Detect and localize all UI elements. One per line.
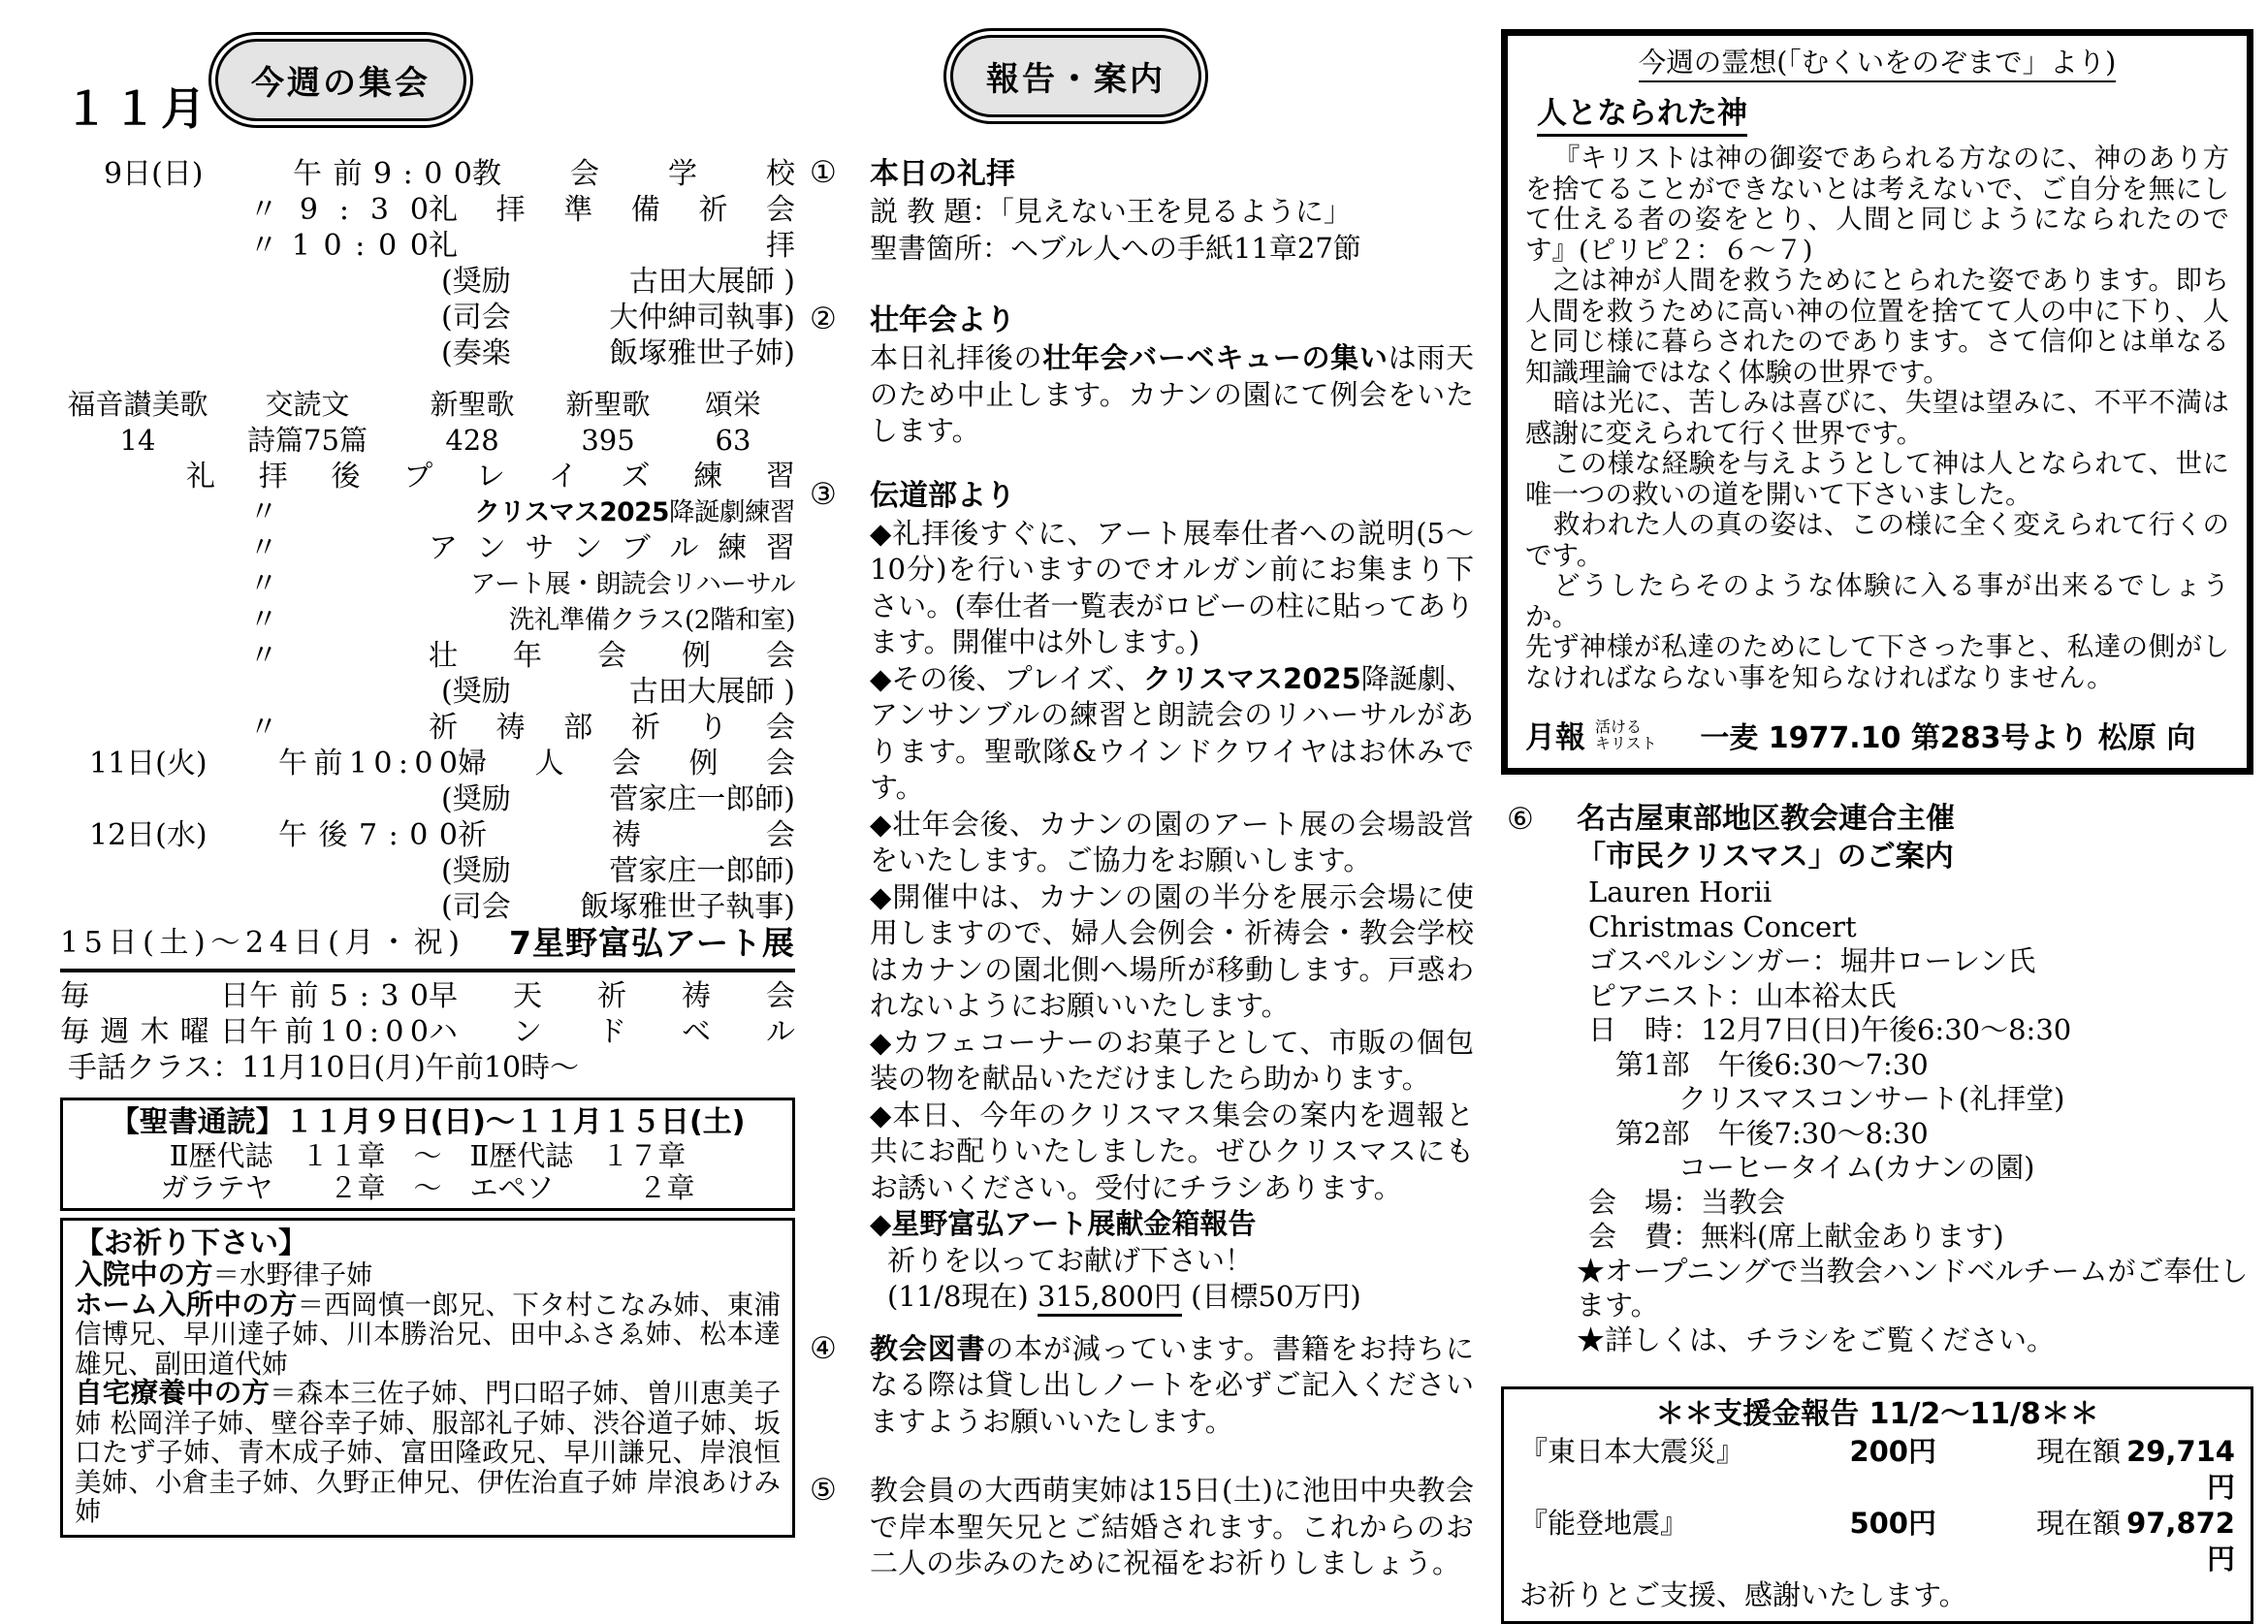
- support-fund-footer: お祈りとご支援、感謝いたします。: [1519, 1578, 1967, 1611]
- hymn-header: 頌栄: [704, 388, 761, 421]
- venue-line: 会 場：当教会: [1588, 1185, 1786, 1219]
- bullet-paragraph: ◆開催中は、カナンの園の半分を展示会場に使用しますので、婦人会例会・祈祷会・教会学校はカナンの園北側へ場所が移動します。戸惑われないようにお願いいたします。: [870, 879, 1474, 1022]
- meditation-subtitle: 人となられた神: [1537, 88, 1747, 137]
- item-number: ③: [810, 476, 837, 512]
- schedule-note: [441, 853, 795, 889]
- schedule-event: 婦 人 会 例 会: [458, 747, 795, 780]
- prayer-category: 入院中の方: [75, 1258, 213, 1290]
- fee-line: 会 費：無料(席上献金あります): [1588, 1220, 2004, 1253]
- christmas-2025-bold: クリスマス2025: [1142, 661, 1361, 695]
- note-role: (司会: [441, 301, 511, 334]
- schedule-time: 〃 1 0 : 0 0: [249, 229, 429, 263]
- schedule-event: ア ン サ ン ブ ル 練 習: [429, 531, 795, 565]
- schedule-note: [441, 300, 795, 335]
- schedule-time: 午 前 1 0 : 0 0: [278, 747, 458, 780]
- sermon-title-line: 説 教 題：「見えない王を見るように」: [870, 195, 1352, 228]
- schedule-row: [60, 817, 795, 853]
- report-item-5: [810, 1473, 1474, 1582]
- pianist-line: ピアニスト：山本裕太氏: [1588, 978, 1897, 1012]
- right-column: [1501, 29, 2253, 1624]
- schedule-event: [460, 925, 795, 961]
- schedule-event: アート展・朗読会リハーサル: [469, 569, 795, 599]
- bullet-paragraph: ◆カフェコーナーのお菓子として、市販の個包装の物を献品いただけましたら助かります。: [870, 1025, 1474, 1095]
- report-item-2: [810, 302, 1474, 450]
- item-title: 壮年会より: [870, 303, 1015, 337]
- sign-language-class: 手話クラス：11月10日(月)午前10時～: [68, 1051, 580, 1085]
- fund-amount: 200円: [1849, 1435, 1936, 1468]
- schedule-event: 礼 拝 準 備 祈 会: [429, 193, 795, 227]
- weekly-meetings-badge: 今週の集会: [215, 39, 466, 121]
- prayer-names: ＝水野律子姉: [212, 1259, 373, 1290]
- schedule-event: 教 会 学 校: [472, 157, 795, 191]
- part1-line: 第1部 午後6:30～7:30: [1615, 1047, 1929, 1081]
- prayer-box-title: 【お祈り下さい】: [75, 1226, 307, 1260]
- report-item-3: [810, 477, 1474, 1316]
- schedule-date: 12日(水): [89, 818, 208, 852]
- prayer-request-box: [60, 1218, 795, 1538]
- part2-detail: コーヒータイム(カナンの園): [1678, 1151, 2035, 1184]
- item-title-line2: 「市民クリスマス」のご案内: [1577, 840, 1954, 874]
- fund-balance-label: 現在額: [2035, 1507, 2121, 1540]
- middle-column: [810, 35, 1474, 1582]
- item-number: ④: [810, 1330, 837, 1366]
- schedule-event: 礼 拝: [429, 229, 795, 263]
- donation-report-title: ◆星野富弘アート展献金箱報告: [870, 1207, 1257, 1240]
- note-person: 菅家庄一郎師): [609, 782, 795, 816]
- living-christ-stack: 活ける キリスト: [1595, 716, 1657, 752]
- meditation-source: 一麦 1977.10 第283号より 松原 向: [1700, 720, 2196, 755]
- schedule-row: [60, 156, 795, 192]
- fund-balance-value: 29,714円: [2126, 1435, 2235, 1504]
- schedule-date-range: 1 5 日 ( 土 ) ～ 2 4 日 ( 月 ・ 祝 ): [60, 926, 460, 960]
- schedule-row: [60, 710, 795, 746]
- schedule-time: 午 前 9 : 0 0: [293, 157, 472, 191]
- schedule-note: [441, 889, 795, 925]
- note-role: (奨励: [441, 782, 511, 816]
- hymn-header-row: [60, 387, 795, 423]
- fund-amount: 500円: [1849, 1507, 1936, 1540]
- hymn-table: [60, 387, 795, 459]
- regular-event: 早 天 祈 祷 会: [429, 979, 795, 1013]
- note-person: 飯塚雅世子執事): [580, 890, 795, 924]
- ditto-mark: 〃: [249, 567, 278, 601]
- ditto-mark: 〃: [249, 603, 278, 637]
- event-bold-part: クリスマス2025: [474, 497, 669, 527]
- concert-name-latin: Christmas Concert: [1588, 909, 1857, 943]
- note-role: (奨励: [441, 854, 511, 888]
- reports-badge-wrap: [950, 35, 1474, 132]
- schedule-note: [441, 335, 795, 371]
- gospel-singer-line: ゴスペルシンガー：堀井ローレン氏: [1588, 944, 2036, 977]
- meditation-paragraph: 『キリストは神の御姿であられる方なのに、神のあり方を捨てることができないとは考えないで、ご自分を無にして仕える者の姿をとり、人間と同じようになられたのです』(ピリピ２：６～７): [1525, 143, 2229, 266]
- note-role: (奏楽: [441, 336, 511, 370]
- donation-amount: 315,800円: [1038, 1280, 1182, 1317]
- schedule-event: 礼 拝 後 プ レ イ ズ 練 習: [186, 460, 795, 494]
- left-column: [60, 35, 795, 1538]
- datetime-line: 日 時：12月7日(日)午後6:30～8:30: [1588, 1013, 2072, 1046]
- bullet-paragraph: ◆本日、今年のクリスマス集会の案内を週報と共にお配りいたしました。ぜひクリスマスにもお誘いください。受付にチラシあります。: [870, 1098, 1474, 1204]
- support-fund-box: [1501, 1386, 2253, 1624]
- part2-line: 第2部 午後7:30～8:30: [1615, 1116, 1929, 1150]
- hymn-value: 428: [445, 424, 499, 457]
- bullet-paragraph: ◆礼拝後すぐに、アート展奉仕者への説明(5～10分)を行いますのでオルガン前にお集まり下さい。(奉仕者一覧表がロビーの柱に貼ってあります。開催中は外します。): [870, 516, 1474, 658]
- reports-badge: 報告・案内: [950, 35, 1201, 117]
- regular-date: 毎 日: [60, 979, 249, 1013]
- bullet-paragraph: ◆その後、プレイズ、クリスマス2025降誕劇、アンサンブルの練習と朗読会のリハーサルがあります。聖歌隊&ウインドクワイヤはお休みです。: [870, 661, 1474, 804]
- hymn-value: 14: [119, 424, 156, 457]
- schedule-date: 9日(日): [104, 157, 204, 191]
- schedule-note: [441, 781, 795, 817]
- report-item-4: [810, 1331, 1474, 1441]
- hymn-value: 63: [715, 424, 751, 457]
- schedule-row: [60, 228, 795, 264]
- concert-performer-latin: Lauren Horii: [1588, 876, 1773, 908]
- hymn-value: 詩篇75篇: [247, 424, 367, 457]
- item-body: 本日礼拝後の壮年会バーベキューの集いは雨天のため中止します。カナンの園にて例会をいたします。: [870, 341, 1474, 447]
- bible-reading-box: [60, 1098, 795, 1211]
- item-body: 教会図書の本が減っています。書籍をお持ちになる際は貸し出しノートを必ずご記入くださいますようお願いいたします。: [870, 1331, 1474, 1438]
- meditation-footer: [1525, 713, 2229, 756]
- meditation-paragraph: どうしたらそのような体験に入る事が出来るでしょうか。: [1525, 570, 2229, 632]
- item-number: ⑤: [810, 1473, 837, 1508]
- support-fund-title: ＊＊支援金報告 11/2～11/8＊＊: [1655, 1397, 2099, 1431]
- hymn-header: 福音讃美歌: [67, 388, 208, 421]
- prayer-item: [75, 1290, 781, 1380]
- note-person: 大仲紳司執事): [609, 301, 795, 334]
- fund-balance-value: 97,872円: [2126, 1507, 2235, 1576]
- month-heading: １１月: [64, 82, 209, 135]
- donation-prayer-line: 祈りを以ってお献げ下さい！: [887, 1243, 1254, 1277]
- fund-balance-label: 現在額: [2035, 1435, 2121, 1468]
- schedule-row-art-exhibition: [60, 925, 795, 961]
- schedule-row: [60, 602, 795, 638]
- schedule-row: [60, 746, 795, 781]
- donation-amount-line: (11/8現在) 315,800円 (目標50万円): [870, 1279, 1474, 1316]
- support-fund-row: [1519, 1434, 2235, 1506]
- schedule-time: 〃 9 : 3 0: [249, 193, 429, 227]
- prayer-names: ＝西岡慎一郎兄、下タ村こなみ姉、東浦信博兄、早川達子姉、川本勝治兄、田中ふさゑ姉、松本達雄兄、副田道代姉: [75, 1289, 781, 1380]
- note-person: 古田大展師 ): [628, 265, 795, 299]
- note-person: 飯塚雅世子姉): [609, 336, 795, 370]
- regular-row: [60, 1014, 795, 1050]
- schedule-row: [60, 494, 795, 530]
- church-library-bold: 教会図書: [870, 1331, 986, 1365]
- meditation-box: [1501, 29, 2253, 775]
- ditto-mark: 〃: [249, 639, 278, 673]
- note-person: 菅家庄一郎師): [609, 854, 795, 888]
- bible-reading-row: ガラテヤ ２章 ～ エペソ ２章: [160, 1171, 695, 1204]
- regular-time: 午 前 1 0 : 0 0: [249, 1015, 429, 1049]
- scripture-line: 聖書箇所：ヘブル人への手紙11章27節: [870, 231, 1361, 265]
- flyer-note-line: ★詳しくは、チラシをご覧ください。: [1577, 1322, 2056, 1356]
- item-number: ①: [810, 155, 837, 190]
- meditation-paragraph: 之は神が人間を救うためにとられた姿であります。即ち人間を救うために高い神の位置を捨てて人の中に下り、人と同じ様に暮らされたのであります。さて信仰とは単なる知識理論ではなく体験の世界です。: [1525, 265, 2229, 388]
- schedule-row: [60, 638, 795, 674]
- handbell-note-line: ★オープニングで当教会ハンドベルチームがご奉仕します。: [1577, 1254, 2249, 1321]
- schedule-row: [60, 459, 795, 494]
- prayer-item: [75, 1379, 781, 1527]
- hymn-header: 新聖歌: [430, 388, 515, 421]
- note-role: (奨励: [441, 265, 511, 299]
- event-rest-part: 降誕劇練習: [669, 497, 795, 527]
- bible-reading-row: Ⅱ歴代誌 １１章 ～ Ⅱ歴代誌 １７章: [169, 1139, 687, 1172]
- hymn-value-row: [60, 423, 795, 459]
- schedule-date: 11日(火): [89, 747, 208, 780]
- regular-row: [60, 978, 795, 1014]
- prayer-category: ホーム入所中の方: [75, 1288, 298, 1321]
- monthly-report-label: 月報: [1525, 720, 1585, 755]
- fund-name: 『能登地震』: [1519, 1507, 1689, 1540]
- meditation-paragraph: この様な経験を与えようとして神は人となられて、世に唯一つの救いの道を開いて下さいました。: [1525, 448, 2229, 510]
- item-title-line1: 名古屋東部地区教会連合主催: [1577, 802, 1955, 836]
- prayer-item: [75, 1260, 781, 1290]
- fund-name: 『東日本大震災』: [1519, 1435, 1745, 1468]
- bible-reading-title: 【聖書通読】１１月９日(日)～１１月１５日(土): [110, 1105, 746, 1139]
- schedule-row: [60, 566, 795, 602]
- schedule-event: 祈 祷 会: [458, 818, 795, 852]
- schedule-row: [60, 192, 795, 228]
- meditation-title: 今週の霊想(「むくいをのぞまで」より): [1525, 46, 2229, 80]
- schedule-time: 午 後 7 : 0 0: [278, 818, 458, 852]
- regular-row: [60, 1050, 795, 1086]
- prayer-category: 自宅療養中の方: [75, 1377, 271, 1409]
- meditation-paragraph: 救われた人の真の姿は、この様に全く変えられて行くのです。: [1525, 509, 2229, 571]
- hymn-header: 交読文: [265, 388, 350, 421]
- regular-date: 毎 週 木 曜 日: [60, 1015, 249, 1049]
- prayer-names: ＝森本三佐子姉、門口昭子姉、曽川恵美子姉 松岡洋子姉、壁谷幸子姉、服部礼子姉、渋谷道子姉、坂口たず子姉、青木成子姉、富田隆政兄、早川謙兄、岸浪恒美姉、小倉圭子姉、久野正伸兄、伊佐治直子姉 岸浪あけみ姉: [75, 1378, 781, 1527]
- ditto-mark: 〃: [249, 531, 278, 565]
- support-fund-row: [1519, 1506, 2235, 1577]
- report-item-6: [1501, 800, 2253, 1357]
- regular-event: ハ ン ド ベ ル: [429, 1015, 795, 1049]
- meditation-paragraph: 暗は光に、苦しみは喜びに、失望は望みに、不平不満は感謝に変えられて行く世界です。: [1525, 387, 2229, 449]
- note-person: 古田大展師 ): [628, 675, 795, 709]
- left-header: [60, 35, 795, 156]
- item-number: ②: [810, 302, 837, 336]
- meditation-paragraph: 先ず神様が私達のためにして下さった事と、私達の側がしなければならない事を知らなければなりません。: [1525, 631, 2229, 693]
- bullet-paragraph: ◆壮年会後、カナンの園のアート展の会場設営をいたします。ご協力をお願いします。: [870, 807, 1474, 876]
- ditto-mark: 〃: [249, 495, 278, 529]
- divider-line: [60, 969, 795, 972]
- bbq-gathering-bold: 壮年会バーベキューの集い: [1042, 341, 1389, 374]
- hymn-value: 395: [581, 424, 635, 457]
- schedule-event: 壮 年 会 例 会: [429, 639, 795, 673]
- item-body: 教会員の大西萌実姉は15日(土)に池田中央教会で岸本聖矢兄とご結婚されます。これからのお二人の歩みのために祝福をお祈りしましょう。: [870, 1474, 1474, 1579]
- schedule-event: 祈 祷 部 祈 り 会: [429, 711, 795, 745]
- schedule-event: [429, 494, 795, 530]
- note-role: (奨励: [441, 675, 511, 709]
- report-item-1: [810, 155, 1474, 267]
- ditto-mark: 〃: [249, 711, 278, 745]
- part1-detail: クリスマスコンサート(礼拝堂): [1678, 1082, 2065, 1115]
- schedule-note: [441, 674, 795, 710]
- schedule-event: 洗礼準備クラス(2階和室): [508, 605, 795, 635]
- art-exhibition-title: 7星野富弘アート展: [509, 924, 795, 962]
- hymn-header: 新聖歌: [565, 388, 651, 421]
- item-number: ⑥: [1507, 802, 1534, 837]
- item-title: 本日の礼拝: [870, 157, 1015, 191]
- schedule-note: [441, 264, 795, 300]
- item-title: 伝道部より: [870, 478, 1015, 513]
- note-role: (司会: [441, 890, 511, 924]
- schedule-row: [60, 530, 795, 566]
- regular-time: 午 前 5 : 3 0: [249, 979, 429, 1013]
